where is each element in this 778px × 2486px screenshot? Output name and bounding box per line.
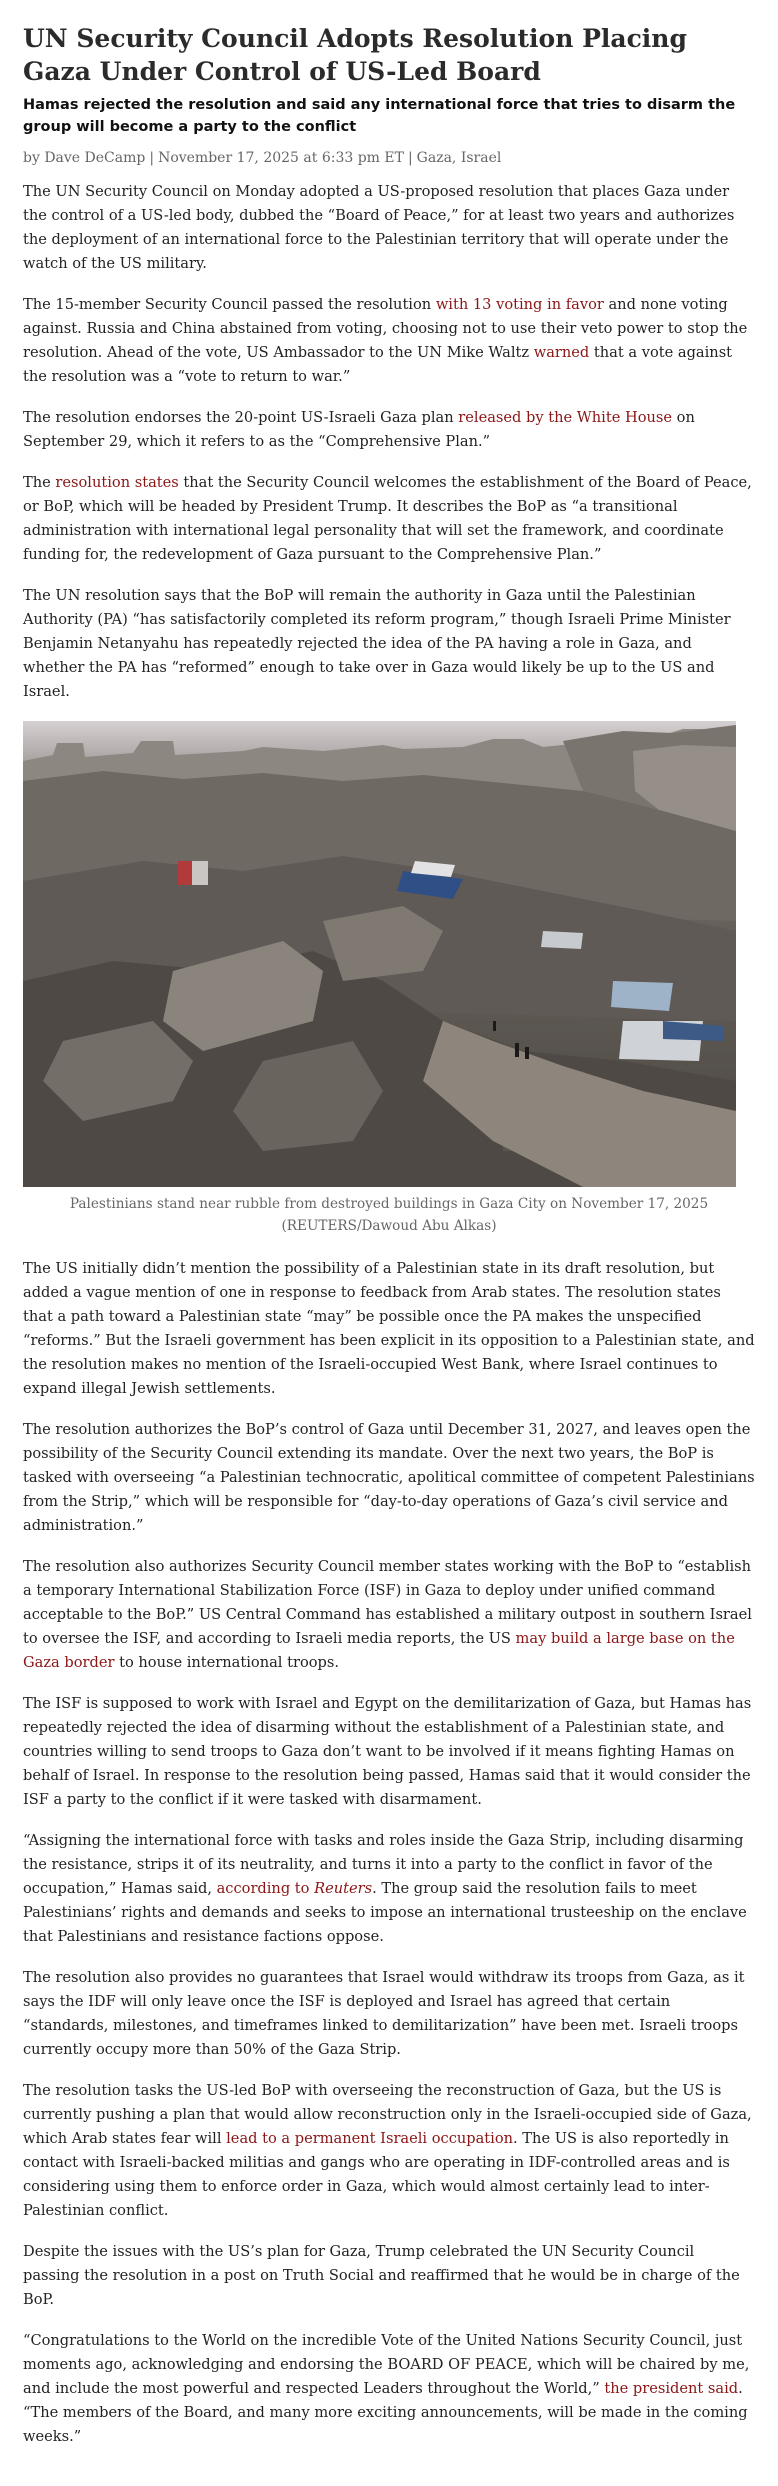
- paragraph-13: Despite the issues with the US’s plan for Gaza, Trump celebrated the UN Security Council passing the resolution in a post on Truth Social and reaffirmed that he would be in charge of the BoP.: [23, 2243, 740, 2308]
- paragraph-2: The 15-member Security Council passed the resolution with 13 voting in favor and none voting against. Russia and China abstained from voting, choosing not to use their veto power to stop the resolution. Ahead of the vote, US Ambassador to the UN Mike Waltz warned that a vote against the resolution was a “vote to return to war.”: [23, 296, 748, 385]
- paragraph-6: The US initially didn’t mention the possibility of a Palestinian state in its draft resolution, but added a vague mention of one in response to feedback from Arab states. The resolution states that a path toward a Palestinian state “may” be possible once the PA makes the unspecified “reforms.” But the Israeli government has been explicit in its opposition to a Palestinian state, and the resolution makes no mention of the Israeli-occupied West Bank, where Israel continues to expand illegal Jewish settlements.: [23, 1260, 755, 1397]
- byline-date: November 17, 2025 at 6:33 pm ET: [158, 150, 404, 166]
- link-waltz-warned[interactable]: warned: [533, 344, 590, 361]
- rubble-photo-illustration: [23, 721, 736, 1187]
- article-title: UN Security Council Adopts Resolution Placing Gaza Under Control of US-Led Board: [23, 24, 687, 86]
- paragraph-7: The resolution authorizes the BoP’s control of Gaza until December 31, 2027, and leaves open the possibility of the Security Council extending its mandate. Over the next two years, the BoP is tasked with overseeing “a Palestinian technocratic, apolitical committee of competent Palestinians from the Strip,” which will be responsible for “day-to-day operations of Gaza’s civil service and administration.”: [23, 1421, 755, 1534]
- link-permanent-occupation[interactable]: lead to a permanent Israeli occupation: [226, 2130, 514, 2147]
- photo-caption: Palestinians stand near rubble from destroyed buildings in Gaza City on November 17, 2025 (REUTERS/Dawoud Abu Alkas): [69, 1196, 709, 1234]
- paragraph-10: “Assigning the international force with tasks and roles inside the Gaza Strip, including disarming the resistance, strips it of its neutrality, and turns it into a party to the conflict in favor of the occupation,” Hamas said, according to Reuters. The group said the resolution fails to meet Palestinians’ rights and demands and seeks to impose an international trusteeship on the enclave that Palestinians and resistance factions oppose.: [23, 1832, 747, 1945]
- article-subtitle: Hamas rejected the resolution and said any international force that tries to disarm the group will become a party to the conflict: [23, 97, 736, 135]
- paragraph-5: The UN resolution says that the BoP will remain the authority in Gaza until the Palestinian Authority (PA) “has satisfactorily completed its reform program,” though Israeli Prime Minister Benjamin Netanyahu has repeatedly rejected the idea of the PA having a role in Gaza, and whether the PA has “reformed” enough to take over in Gaza would likely be up to the US and Israel.: [23, 587, 731, 700]
- byline-separator: |: [149, 150, 155, 166]
- paragraph-3: The resolution endorses the 20-point US-Israeli Gaza plan released by the White House on September 29, which it refers to as the “Comprehensive Plan.”: [23, 409, 695, 450]
- paragraph-9: The ISF is supposed to work with Israel and Egypt on the demilitarization of Gaza, but Hamas has repeatedly rejected the idea of disarming without the establishment of a Palestinian state, and countries willing to send troops to Gaza don’t want to be involved if it means fighting Hamas on behalf of Israel. In response to the resolution being passed, Hamas said that it would consider the ISF a party to the conflict if it were tasked with disarmament.: [23, 1695, 752, 1808]
- link-vote-count[interactable]: with 13 voting in favor: [435, 296, 604, 313]
- link-according-to-reuters[interactable]: according to Reuters: [216, 1880, 373, 1897]
- link-resolution-states[interactable]: resolution states: [55, 474, 179, 491]
- byline-location[interactable]: Gaza, Israel: [416, 150, 502, 166]
- link-white-house-plan[interactable]: released by the White House: [458, 409, 673, 426]
- paragraph-4: The resolution states that the Security Council welcomes the establishment of the Board of Peace, or BoP, which will be headed by President Trump. It describes the BoP as “a transitional administration with international legal personality that will set the framework, and coordinate funding for, the redevelopment of Gaza pursuant to the Comprehensive Plan.”: [23, 474, 752, 563]
- paragraph-11: The resolution also provides no guarantees that Israel would withdraw its troops from Gaza, as it says the IDF will only leave once the ISF is deployed and Israel has agreed that certain “standards, milestones, and timeframes linked to demilitarization” have been met. Israeli troops currently occupy more than 50% of the Gaza Strip.: [23, 1969, 745, 2058]
- article-photo-gaza-rubble: [23, 721, 736, 1187]
- link-gaza-border-base[interactable]: may build a large base on the Gaza border: [23, 1630, 735, 1671]
- paragraph-12: The resolution tasks the US-led BoP with overseeing the reconstruction of Gaza, but the US is currently pushing a plan that would allow reconstruction only in the Israeli-occupied side of Gaza, which Arab states fear will lead to a permanent Israeli occupation. The US is also reportedly in contact with Israeli-backed militias and gangs who are operating in IDF-controlled areas and is considering using them to enforce order in Gaza, which would almost certainly lead to inter-Palestinian conflict.: [23, 2082, 752, 2219]
- paragraph-8: The resolution also authorizes Security Council member states working with the BoP to “establish a temporary International Stabilization Force (ISF) in Gaza to deploy under unified command acceptable to the BoP.” US Central Command has established a military outpost in southern Israel to oversee the ISF, and according to Israeli media reports, the US may build a large base on the Gaza border to house international troops.: [23, 1558, 752, 1671]
- paragraph-1: The UN Security Council on Monday adopted a US-proposed resolution that places Gaza under the control of a US-led body, dubbed the “Board of Peace,” for at least two years and authorizes the deployment of an international force to the Palestinian territory that will operate under the watch of the US military.: [23, 183, 735, 272]
- paragraph-14: “Congratulations to the World on the incredible Vote of the United Nations Security Council, just moments ago, acknowledging and endorsing the BOARD OF PEACE, which will be chaired by me, and include the most powerful and respected Leaders throughout the World,” the president said. “The members of the Board, and many more exciting announcements, will be made in the coming weeks.”: [23, 2332, 750, 2445]
- byline-author[interactable]: by Dave DeCamp: [23, 150, 146, 166]
- link-president-said[interactable]: the president said: [604, 2380, 739, 2397]
- byline: [23, 148, 755, 168]
- byline-separator: |: [407, 150, 413, 166]
